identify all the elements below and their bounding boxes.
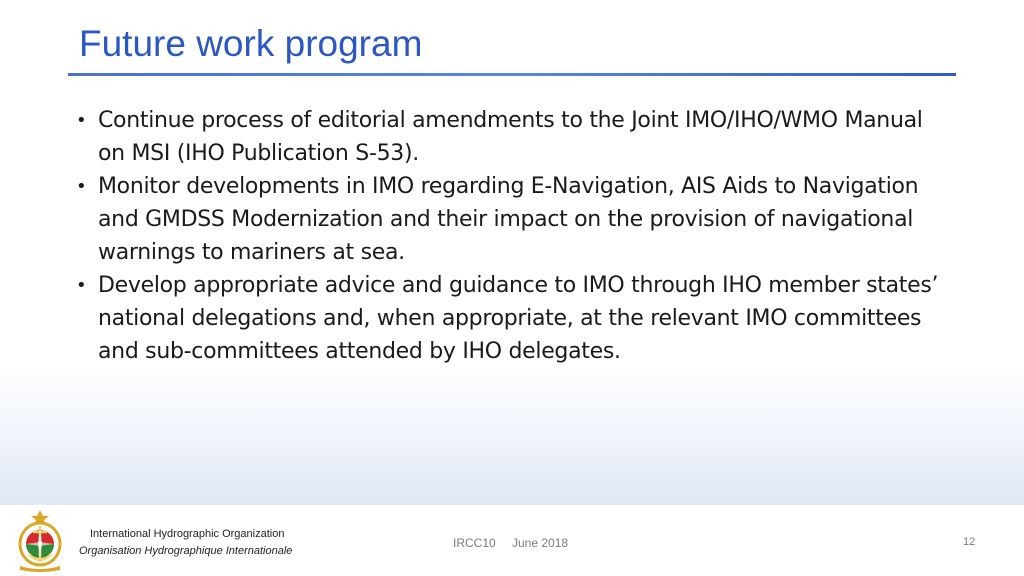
org-name-french: Organisation Hydrographique Internationale	[79, 545, 293, 557]
bullet-marker: •	[76, 176, 87, 197]
org-name-english: International Hydrographic Organization	[90, 528, 285, 540]
bullet-text: Develop appropriate advice and guidance to IMO through IHO member states’ national delegations and, when appropriate, at the relevant IMO committees and sub-committees attended by IHO delegates.	[98, 273, 939, 364]
bullet-marker: •	[76, 110, 87, 131]
bullet-item-2	[74, 170, 944, 269]
slide-title: Future work program	[79, 23, 423, 64]
bullet-list	[74, 104, 944, 368]
conference-name: IRCC10	[453, 536, 496, 550]
bullet-text: Continue process of editorial amendments to the Joint IMO/IHO/WMO Manual on MSI (IHO Publication S-53).	[98, 108, 923, 166]
bullet-text: Monitor developments in IMO regarding E-Navigation, AIS Aids to Navigation and GMDSS Modernization and their impact on the provision of navigational warnings to mariners at sea.	[98, 174, 919, 265]
title-underline	[68, 73, 956, 76]
bullet-item-3	[74, 269, 944, 368]
iho-emblem-icon	[14, 508, 66, 572]
page-number: 12	[963, 536, 976, 548]
bullet-marker: •	[76, 275, 87, 296]
presentation-date: June 2018	[512, 536, 569, 550]
bullet-item-1	[74, 104, 944, 170]
